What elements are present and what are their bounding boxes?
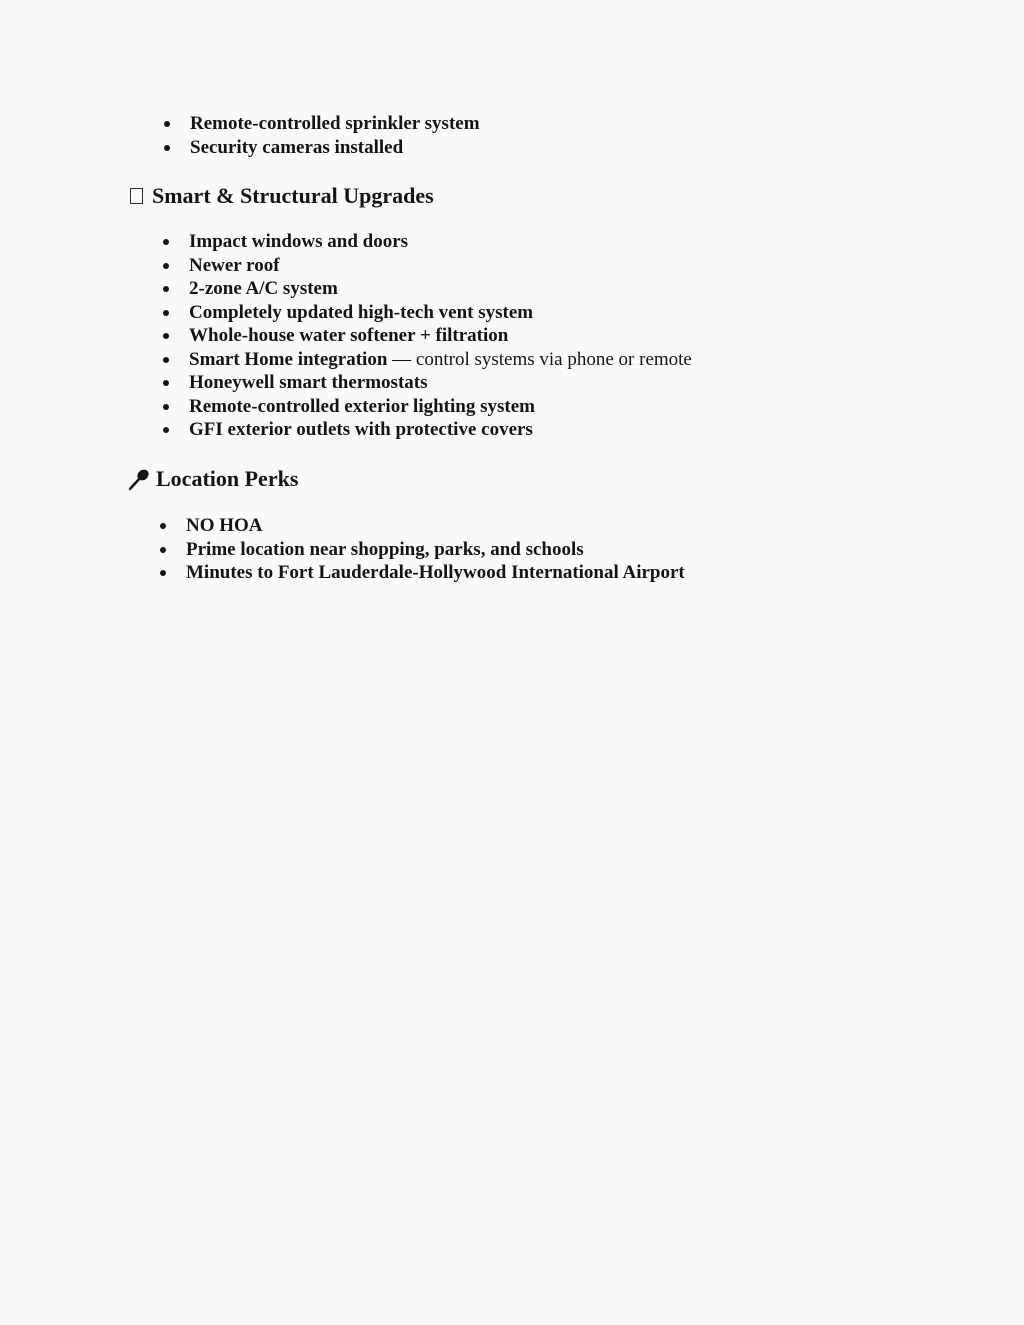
bullet-icon bbox=[163, 404, 169, 410]
list-item: Smart Home integration — control systems via phone or remote bbox=[189, 348, 692, 372]
bullet-icon bbox=[163, 357, 169, 363]
bullet-icon bbox=[160, 570, 166, 576]
list-item: Honeywell smart thermostats bbox=[189, 371, 692, 395]
list-item: Minutes to Fort Lauderdale-Hollywood International Airport bbox=[186, 561, 685, 585]
bullet-icon bbox=[163, 427, 169, 433]
list-item: Security cameras installed bbox=[190, 136, 480, 160]
bullet-icon bbox=[160, 523, 166, 529]
list-item: Remote-controlled sprinkler system bbox=[190, 112, 480, 136]
section-heading-smart-upgrades: Smart & Structural Upgrades bbox=[130, 182, 434, 210]
location-perks-list bbox=[186, 514, 685, 585]
list-item: Impact windows and doors bbox=[189, 230, 692, 254]
bullet-icon bbox=[163, 263, 169, 269]
bullet-icon bbox=[163, 239, 169, 245]
list-item: NO HOA bbox=[186, 514, 685, 538]
bullet-icon bbox=[163, 333, 169, 339]
list-item: GFI exterior outlets with protective covers bbox=[189, 418, 692, 442]
list-item: 2-zone A/C system bbox=[189, 277, 692, 301]
bullet-icon bbox=[163, 380, 169, 386]
section-heading-location-perks: Location Perks bbox=[127, 465, 298, 493]
bullet-icon bbox=[164, 145, 170, 151]
bullet-icon bbox=[164, 121, 170, 127]
map-pin-icon bbox=[127, 467, 151, 491]
top-feature-list bbox=[190, 112, 480, 159]
bullet-icon bbox=[160, 547, 166, 553]
list-item: Remote-controlled exterior lighting system bbox=[189, 395, 692, 419]
bullet-icon bbox=[163, 310, 169, 316]
bullet-icon bbox=[163, 286, 169, 292]
list-item: Prime location near shopping, parks, and schools bbox=[186, 538, 685, 562]
list-item: Whole-house water softener + filtration bbox=[189, 324, 692, 348]
smart-upgrades-list bbox=[189, 230, 692, 442]
list-item: Newer roof bbox=[189, 254, 692, 278]
empty-box-icon bbox=[130, 188, 143, 204]
list-item: Completely updated high-tech vent system bbox=[189, 301, 692, 325]
